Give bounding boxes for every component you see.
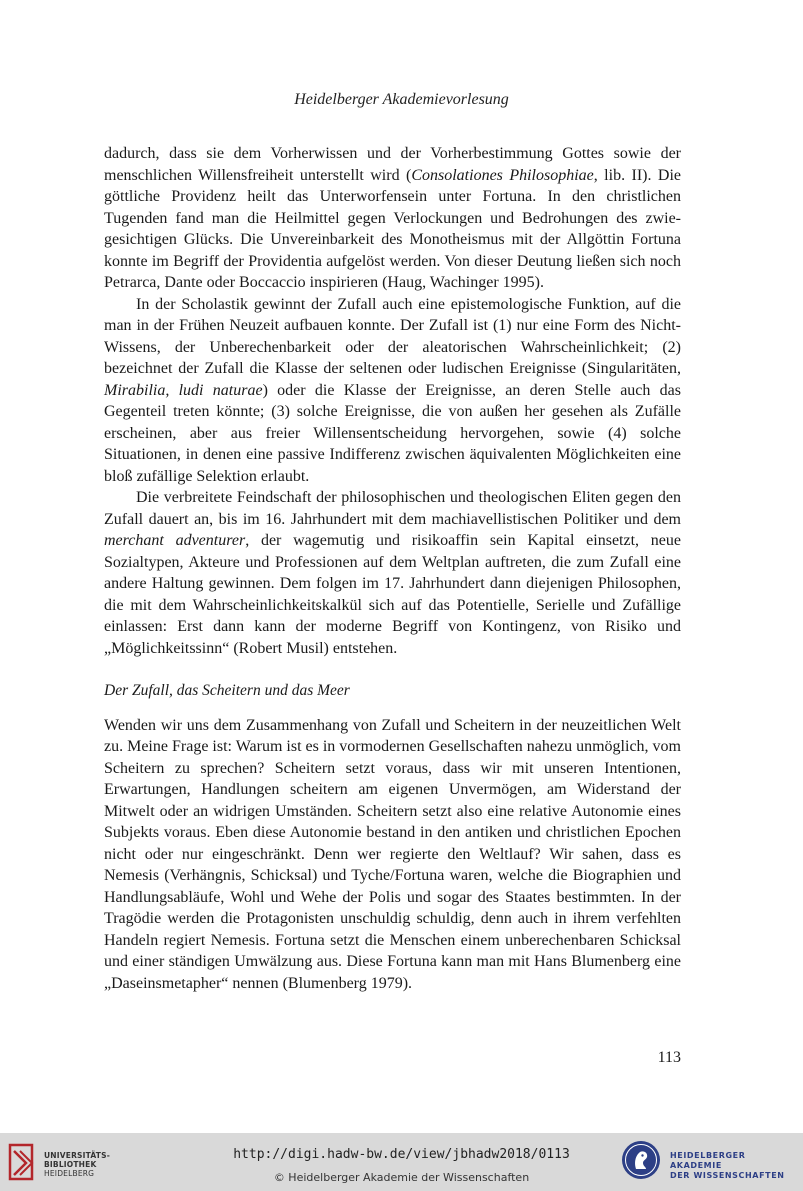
paragraph-text: ) oder die Klasse der Ereignisse, an deren Stelle auch das Gegenteil treten könnte; (3) solche Ereignisse, die von außen her gesehen als Zufälle erscheinen, aber aus freier Willensentscheidung hervorgehen, sowie (4) solche Situationen, in denen eine passive Indifferenz zwischen äquivalenten Möglichkeiten eine bloß zufällige Selektion erlaubt. xyxy=(104,381,682,485)
italic-text: merchant adventurer xyxy=(104,532,246,549)
running-head: Heidelberger Akademievorlesung xyxy=(294,91,509,108)
academy-seal-icon xyxy=(620,1139,662,1181)
paragraphs-before xyxy=(104,143,681,659)
copyright-notice: © Heidelberger Akademie der Wissenschaften xyxy=(273,1171,530,1184)
section-heading: Der Zufall, das Scheitern und das Meer xyxy=(104,682,350,699)
italic-text: Consolationes Philosophiae xyxy=(411,166,594,184)
paragraph xyxy=(104,294,681,488)
library-name-line1: UNIVERSITÄTS- xyxy=(44,1151,111,1160)
academy-name xyxy=(670,1151,800,1181)
academy-name-line1: HEIDELBERGER AKADEMIE xyxy=(670,1151,746,1170)
academy-name-line2: DER WISSENSCHAFTEN xyxy=(670,1171,785,1180)
library-name-line3: HEIDELBERG xyxy=(44,1169,95,1178)
paragraph-text: , lib. II). Die göttliche Providenz heilt das Unterworfensein unter Fortuna. In den christlichen Tugenden fand man die Heilmittel gegen Verlockungen und Bedrohungen des zwiegesichtigen Glücks. Die Unvereinbarkeit des Monotheismus mit der Allgöttin Fortuna konnte im Begriff der Providentia aufgelöst werden. Von dieser Deutung ließen sich noch Petrarca, Dante oder Boccaccio inspirieren (Haug, Wachinger 1995). xyxy=(104,166,681,291)
italic-text: Mirabilia, ludi naturae xyxy=(104,381,263,399)
paragraph-text: Wenden wir uns dem Zusammenhang von Zufall und Scheitern in der neuzeitlichen Welt zu. Meine Frage ist: Warum ist es in vormodernen Gesellschaften nahezu unmöglich, vom Scheitern zu sprechen? Scheitern setzt voraus, dass wir mit unseren Intentionen, Erwartungen, Handlungen scheitern am eigenen Unvermögen, am Widerstand der Mitwelt oder an widrigen Umständen. Scheitern setzt also eine relative Autonomie eines Subjekts voraus. Eben diese Autonomie bestand in den antiken und christlichen Epochen nicht oder nur eingeschränkt. Denn wer regierte den Weltlauf? Wir sahen, dass es Nemesis (Verhängnis, Schicksal) und Tyche/Fortuna waren, welche die Biographien und Handlungsabläufe, Wohl und Wehe der Polis und sogar des Staates bestimmten. In der Tragödie werden die Protagonisten unschuldig schuldig, denn auch in ihrem verfehlten Handeln regiert Nemesis. Fortuna setzt die Menschen einem unberechenbaren Schicksal und einer ständigen Umwälzung aus. Diese Fortuna kann man mit Hans Blumenberg eine „Daseinsmetapher“ nennen (Blumenberg 1979). xyxy=(104,716,681,992)
paragraph-text: , der wagemutig und risikoaffin sein Kapital einsetzt, neue Sozialtypen, Akteure und Professionen auf dem Weltplan auftreten, die zum Zufall eine andere Haltung gewinnen. Dem folgen im 17. Jahrhundert dann diejenigen Philosophen, die mit dem Wahrscheinlichkeitskalkül sich auf das Potentielle, Serielle und Zufällige einlassen: Erst dann kann der moderne Begriff von Kontingenz, von Risiko und „Möglichkeitssinn“ (Robert Musil) entstehen. xyxy=(104,532,681,657)
paragraph xyxy=(104,715,681,995)
paragraph-text: Die verbreitete Feindschaft der philosophischen und theologischen Eliten gegen den Zufall dauert an, bis im 16. Jahrhundert mit dem machiavellistischen Politiker und dem xyxy=(104,489,681,528)
paragraphs-after xyxy=(104,715,681,995)
paragraph-text: In der Scholastik gewinnt der Zufall auch eine epistemologische Funktion, auf die man in der Frühen Neuzeit aufbauen konnte. Der Zufall ist (1) nur eine Form des Nicht-Wissens, der Unberechenbarkeit oder der aleatorischen Wahrscheinlichkeit; (2) bezeichnet der Zufall die Klasse der seltenen oder ludischen Ereignisse (Singularitäten, xyxy=(104,295,681,377)
paragraph-text: dadurch, dass sie dem Vorherwissen und der Vorherbestimmung Gottes sowie der menschlichen Willensfreiheit unterstellt wird ( xyxy=(104,145,681,184)
footer-bar xyxy=(0,1133,803,1191)
page-number: 113 xyxy=(657,1049,681,1066)
body-text xyxy=(104,143,681,994)
library-name-line2: BIBLIOTHEK xyxy=(44,1160,97,1169)
academy-logo[interactable] xyxy=(620,1139,800,1185)
paragraph xyxy=(104,487,681,659)
document-url-link[interactable]: http://digi.hadw-bw.de/view/jbhadw2018/0113 xyxy=(233,1147,570,1162)
paragraph xyxy=(104,143,681,294)
